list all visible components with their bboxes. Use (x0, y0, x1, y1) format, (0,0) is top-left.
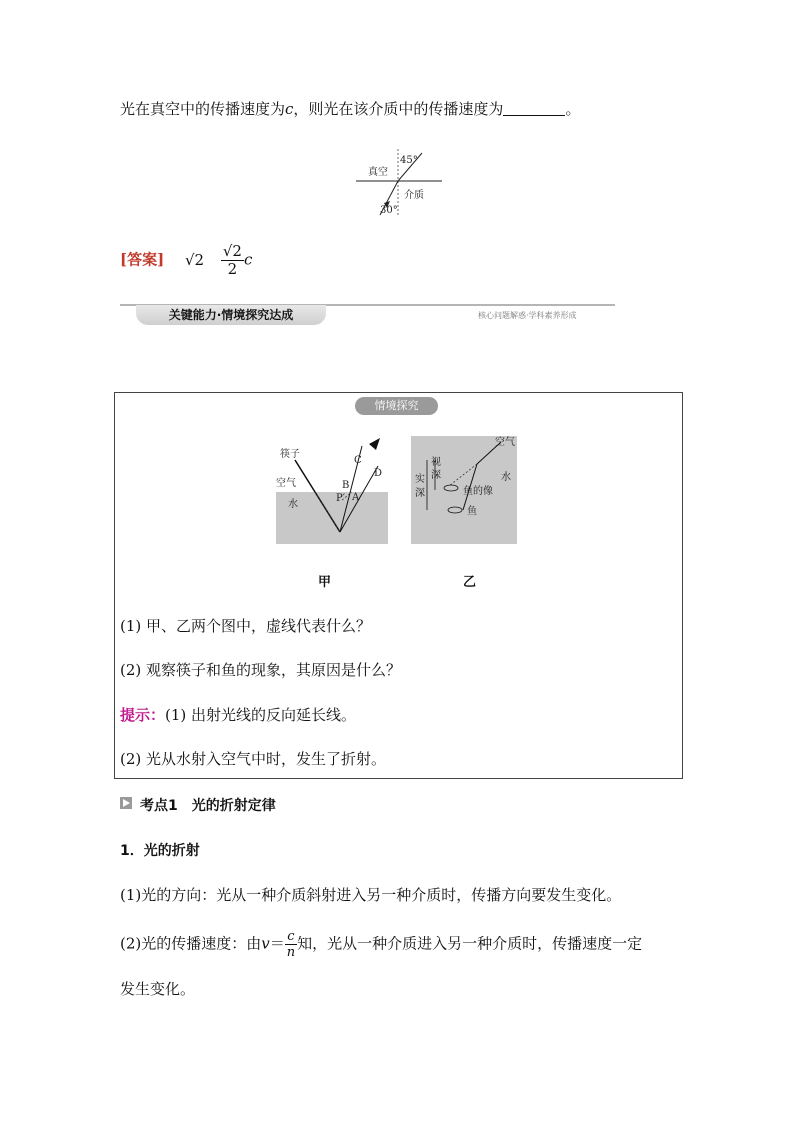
answer-fraction-den: 2 (221, 260, 244, 277)
hint-line-2: (2) 光从水射入空气中时，发生了折射。 (120, 750, 387, 768)
label-fish: 鱼 (467, 506, 477, 517)
formula-num: c (287, 929, 295, 944)
question-mid: ，则光在该介质中的传播速度为 (293, 100, 504, 118)
figure-chopsticks (270, 430, 395, 548)
caption-yi: 乙 (463, 575, 477, 590)
banner-subtitle: 核心问题解惑·学科素养形成 (478, 311, 577, 320)
answer-fraction (221, 244, 244, 277)
label-b: B (342, 480, 350, 491)
answer-line (120, 244, 252, 277)
medium-label: 介质 (404, 190, 424, 201)
water-surface (411, 434, 471, 436)
answer-var: c (243, 250, 253, 269)
p2-suffix: 知，光从一种介质进入另一种介质时，传播速度一定 (297, 934, 643, 953)
scenario-question-2: (2) 观察筷子和鱼的现象，其原因是什么？ (120, 661, 402, 679)
section-banner: 关键能力·情境探究达成 (136, 305, 326, 325)
refraction-figure (350, 145, 450, 225)
scenario-pill: 情境探究 (355, 397, 438, 415)
paragraph-1: (1)光的方向：光从一种介质斜射进入另一种介质时，传播方向要发生变化。 (120, 886, 622, 904)
label-water: 水 (288, 499, 298, 510)
label-d: D (374, 468, 383, 479)
answer-fraction-num: √2 (222, 242, 242, 260)
formula-den: n (286, 945, 296, 960)
label-chopsticks: 筷子 (280, 449, 300, 460)
label-water: 水 (501, 472, 511, 483)
section-heading: 1．光的折射 (120, 843, 200, 859)
question-line (120, 98, 580, 119)
hint-1: (1) 出射光线的反向延长线。 (165, 706, 357, 724)
label-fish-image: 鱼的像 (463, 486, 493, 497)
variable-c: c (285, 100, 294, 118)
answer-blank (503, 101, 565, 116)
question-suffix: 。 (565, 100, 581, 118)
label-c: C (354, 455, 362, 466)
angle-top-label: 45° (400, 155, 418, 166)
label-a: A (352, 492, 360, 503)
label-p: P′ (336, 493, 345, 504)
play-icon (120, 797, 132, 809)
paragraph-3: 发生变化。 (120, 980, 196, 998)
paragraph-2 (120, 930, 642, 959)
hint-line-1 (120, 704, 356, 725)
hint-tag: 提示： (120, 706, 166, 724)
label-shen2: 深 (415, 488, 425, 499)
label-shi: 视 (431, 457, 441, 468)
caption-jia: 甲 (318, 575, 332, 590)
scenario-question-1: (1) 甲、乙两个图中，虚线代表什么？ (120, 617, 372, 635)
p2-prefix: (2)光的传播速度：由 (120, 934, 262, 953)
equals-sign: ＝ (269, 934, 285, 953)
angle-bottom-label: 30° (380, 205, 398, 216)
vacuum-label: 真空 (368, 167, 388, 178)
figure-fish (405, 430, 530, 548)
formula-fraction (285, 930, 297, 959)
var-v: v (261, 934, 270, 953)
label-air: 空气 (276, 478, 296, 489)
question-prefix: 光在真空中的传播速度为 (120, 100, 286, 118)
label-shi2: 实 (415, 474, 425, 485)
answer-value-1: √2 (184, 250, 205, 269)
label-shen1: 深 (431, 470, 441, 481)
label-air: 空气 (495, 437, 515, 448)
eye-icon (369, 438, 380, 450)
answer-tag: [答案] (120, 250, 165, 269)
key-point-title: 考点1 光的折射定律 (140, 798, 276, 814)
